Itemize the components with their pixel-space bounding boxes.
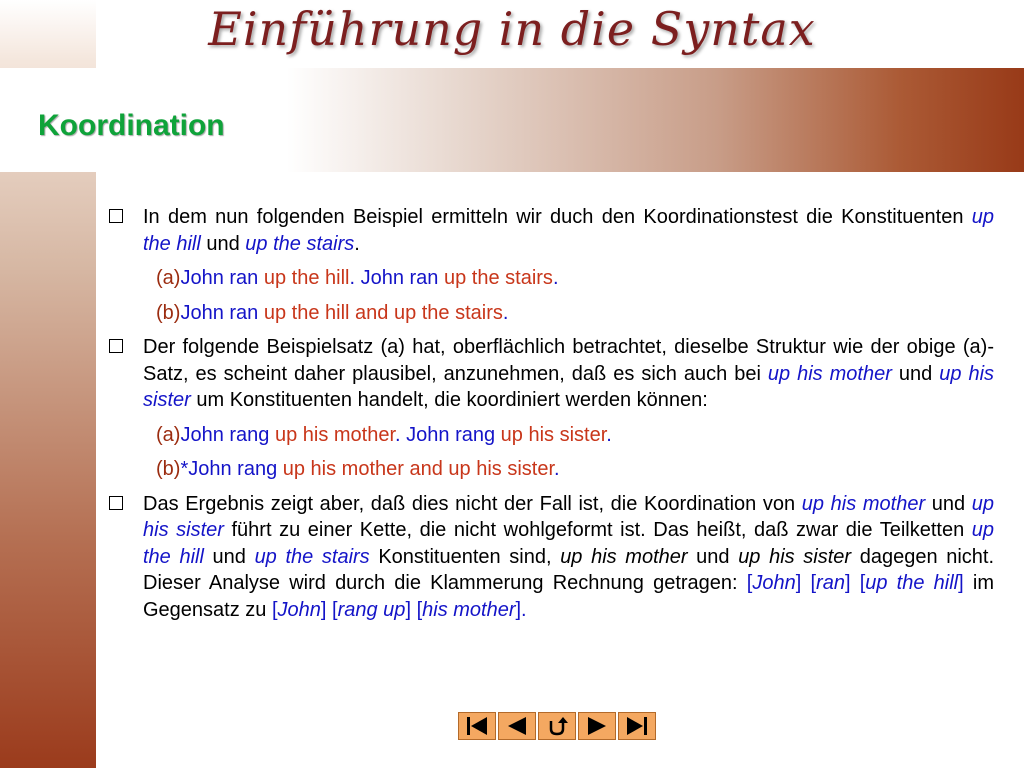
next-slide-button[interactable]	[578, 712, 616, 740]
square-bullet-icon	[109, 209, 123, 223]
last-icon	[624, 715, 650, 737]
example-label: (b)	[156, 301, 181, 324]
return-button[interactable]	[538, 712, 576, 740]
previous-icon	[504, 715, 530, 737]
square-bullet-icon	[109, 339, 123, 353]
bullet-2: Der folgende Beispielsatz (a) hat, oberflächlich betrachtet, dieselbe Struktur wie der obige (a)-Satz, es scheint daher plausibel, anzunehmen, daß es sich auch bei up his mother und up his sister um Konstituenten handelt, die koordiniert werden können:	[106, 334, 994, 414]
next-icon	[584, 715, 610, 737]
return-icon	[544, 715, 570, 737]
example-1a: (a)John ran up the hill. John ran up the stairs.	[156, 267, 559, 289]
example-1b: (b)John ran up the hill and up the stairs.	[156, 301, 509, 324]
example-label: (a)	[156, 267, 181, 289]
slide-title: Koordination	[38, 109, 225, 142]
example-label: (a)	[156, 423, 181, 446]
first-slide-button[interactable]	[458, 712, 496, 740]
slide-navigation	[458, 712, 658, 742]
bullet-1: In dem nun folgenden Beispiel ermitteln wir duch den Koordinationstest die Konstituenten up the hill und up the stairs.	[106, 204, 994, 257]
example-2a: (a)John rang up his mother. John rang up his sister.	[156, 423, 612, 446]
slide-content	[106, 204, 994, 623]
example-2b: (b)*John rang up his mother and up his sister.	[156, 458, 560, 480]
previous-slide-button[interactable]	[498, 712, 536, 740]
last-slide-button[interactable]	[618, 712, 656, 740]
first-icon	[464, 715, 490, 737]
bullet-3: Das Ergebnis zeigt aber, daß dies nicht der Fall ist, die Koordination von up his mother und up his sister führt zu einer Kette, die nicht wohlgeformt ist. Das heißt, daß zwar die Teilketten up the hill und up the stairs Konstituenten sind, up his mother und up his sister dagegen nicht. Dieser Analyse wird durch die Klammerung Rechnung getragen: [John] [ran] [up the hill] im Gegensatz zu [John] [rang up] [his mother].	[106, 491, 994, 624]
square-bullet-icon	[109, 496, 123, 510]
example-label: (b)	[156, 458, 181, 480]
course-title: Einführung in die Syntax	[208, 2, 816, 56]
